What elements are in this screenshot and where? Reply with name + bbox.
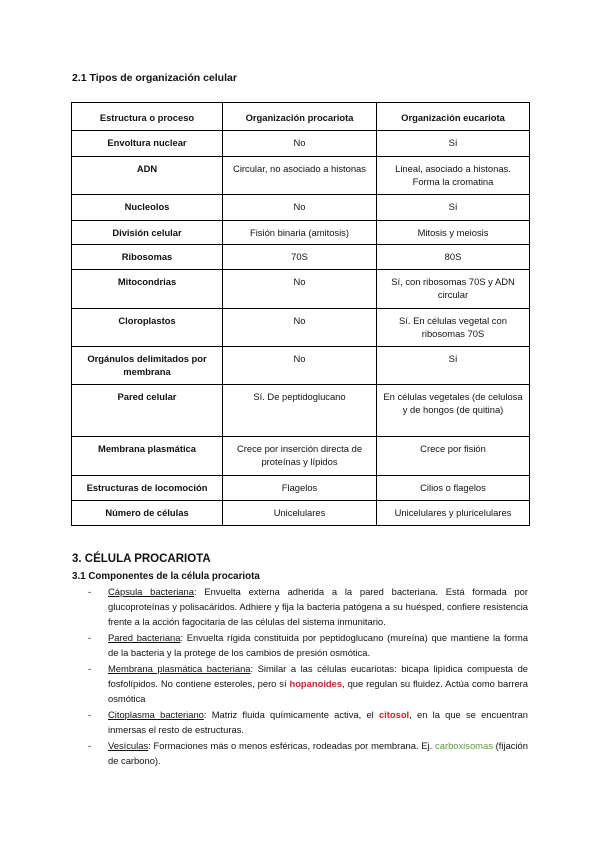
eukaryote-cell: 80S [377, 245, 530, 270]
list-dash: - [88, 740, 92, 751]
list-item [88, 738, 528, 768]
table-row [72, 157, 530, 195]
row-label: Cloroplastos [72, 309, 223, 347]
prokaryote-cell: Crece por inserción directa de proteínas y lípidos [223, 437, 377, 476]
eukaryote-cell: Sí [377, 347, 530, 385]
component-description: : Matriz fluida químicamente activa, el [203, 709, 379, 720]
component-description: , que regulan su fluidez. Actúa como barrera osmótica [108, 678, 528, 704]
eukaryote-cell: Sí [377, 131, 530, 157]
highlighted-term: citosol [378, 709, 410, 720]
component-term: Vesículas [108, 740, 149, 751]
row-label: Pared celular [72, 385, 223, 437]
list-item [88, 584, 528, 629]
list-item [88, 630, 528, 660]
prokaryote-cell: Fisión binaria (amitosis) [223, 221, 377, 245]
cell-organization-table [71, 102, 530, 526]
eukaryote-cell: Sí, con ribosomas 70S y ADN circular [377, 270, 530, 309]
list-item [88, 707, 528, 737]
prokaryote-cell: 70S [223, 245, 377, 270]
row-label: Número de células [72, 501, 223, 526]
section-heading-3: 3. CÉLULA PROCARIOTA [72, 553, 211, 565]
eukaryote-cell: Sí. En células vegetal con ribosomas 70S [377, 309, 530, 347]
prokaryote-cell: No [223, 270, 377, 309]
table-row [72, 347, 530, 385]
table-row [72, 309, 530, 347]
eukaryote-cell: Sí [377, 195, 530, 221]
eukaryote-cell: Unicelulares y pluricelulares [377, 501, 530, 526]
table-row [72, 221, 530, 245]
prokaryote-cell: Circular, no asociado a histonas [223, 157, 377, 195]
row-label: Nucleolos [72, 195, 223, 221]
row-label: Mitocondrias [72, 270, 223, 309]
table-row [72, 245, 530, 270]
row-label: ADN [72, 157, 223, 195]
component-description: (fijación de carbono). [108, 740, 528, 766]
component-term: Citoplasma bacteriano [108, 709, 204, 720]
highlighted-term: carboxisomas [435, 740, 493, 751]
section-heading-2-1: 2.1 Tipos de organización celular [72, 72, 237, 84]
table-row [72, 385, 530, 437]
component-term: Pared bacteriana [108, 632, 181, 643]
table-row [72, 476, 530, 501]
row-label: Estructuras de locomoción [72, 476, 223, 501]
prokaryote-cell: No [223, 347, 377, 385]
table-row [72, 437, 530, 476]
prokaryote-cell: No [223, 195, 377, 221]
highlighted-term: hopanoides [289, 678, 343, 689]
prokaryote-cell: Flagelos [223, 476, 377, 501]
table-header-row [72, 103, 530, 131]
component-term: Membrana plasmática bacteriana [108, 663, 251, 674]
component-description: : Formaciones más o menos esféricas, rodeadas por membrana. Ej. [148, 740, 436, 751]
list-dash: - [88, 663, 92, 674]
eukaryote-cell: Crece por fisión [377, 437, 530, 476]
component-description: : Envuelta externa adherida a la pared bacteriana. Está formada por glucoproteínas y polisacáridos. Adhiere y fija la bacteria patógena a su huésped, confiere resistencia frente a la acción fagocitaria de las células del sistema inmunitario. [108, 586, 528, 627]
component-description: , en la que se encuentran inmersas el resto de estructuras. [108, 709, 528, 735]
eukaryote-cell: Cilios o flagelos [377, 476, 530, 501]
row-label: División celular [72, 221, 223, 245]
prokaryote-cell: Sí. De peptidoglucano [223, 385, 377, 437]
eukaryote-cell: Mitosis y meiosis [377, 221, 530, 245]
list-dash: - [88, 632, 92, 643]
row-label: Envoltura nuclear [72, 131, 223, 157]
prokaryote-cell: No [223, 131, 377, 157]
list-dash: - [88, 586, 92, 597]
prokaryote-cell: No [223, 309, 377, 347]
component-term: Cápsula bacteriana [108, 586, 194, 597]
table-row [72, 195, 530, 221]
component-description: : Envuelta rígida constituida por peptidoglucano (mureína) que mantiene la forma de la bacteria y la protege de los cambios de presión osmótica. [108, 632, 528, 658]
table-header: Estructura o proceso [72, 103, 223, 131]
list-item [88, 661, 528, 706]
component-list [88, 584, 528, 769]
table-header: Organización procariota [223, 103, 377, 131]
table-header: Organización eucariota [377, 103, 530, 131]
eukaryote-cell: En células vegetales (de celulosa y de hongos (de quitina) [377, 385, 530, 437]
table-row [72, 131, 530, 157]
table-row [72, 270, 530, 309]
prokaryote-cell: Unicelulares [223, 501, 377, 526]
eukaryote-cell: Lineal, asociado a histonas. Forma la cromatina [377, 157, 530, 195]
row-label: Orgánulos delimitados por membrana [72, 347, 223, 385]
row-label: Ribosomas [72, 245, 223, 270]
list-dash: - [88, 709, 92, 720]
table-row [72, 501, 530, 526]
row-label: Membrana plasmática [72, 437, 223, 476]
section-heading-3-1: 3.1 Componentes de la célula procariota [72, 571, 260, 582]
component-description: : Similar a las células eucariotas: bicapa lipídica compuesta de fosfolípidos. No contiene esteroles, pero sí [108, 663, 528, 689]
